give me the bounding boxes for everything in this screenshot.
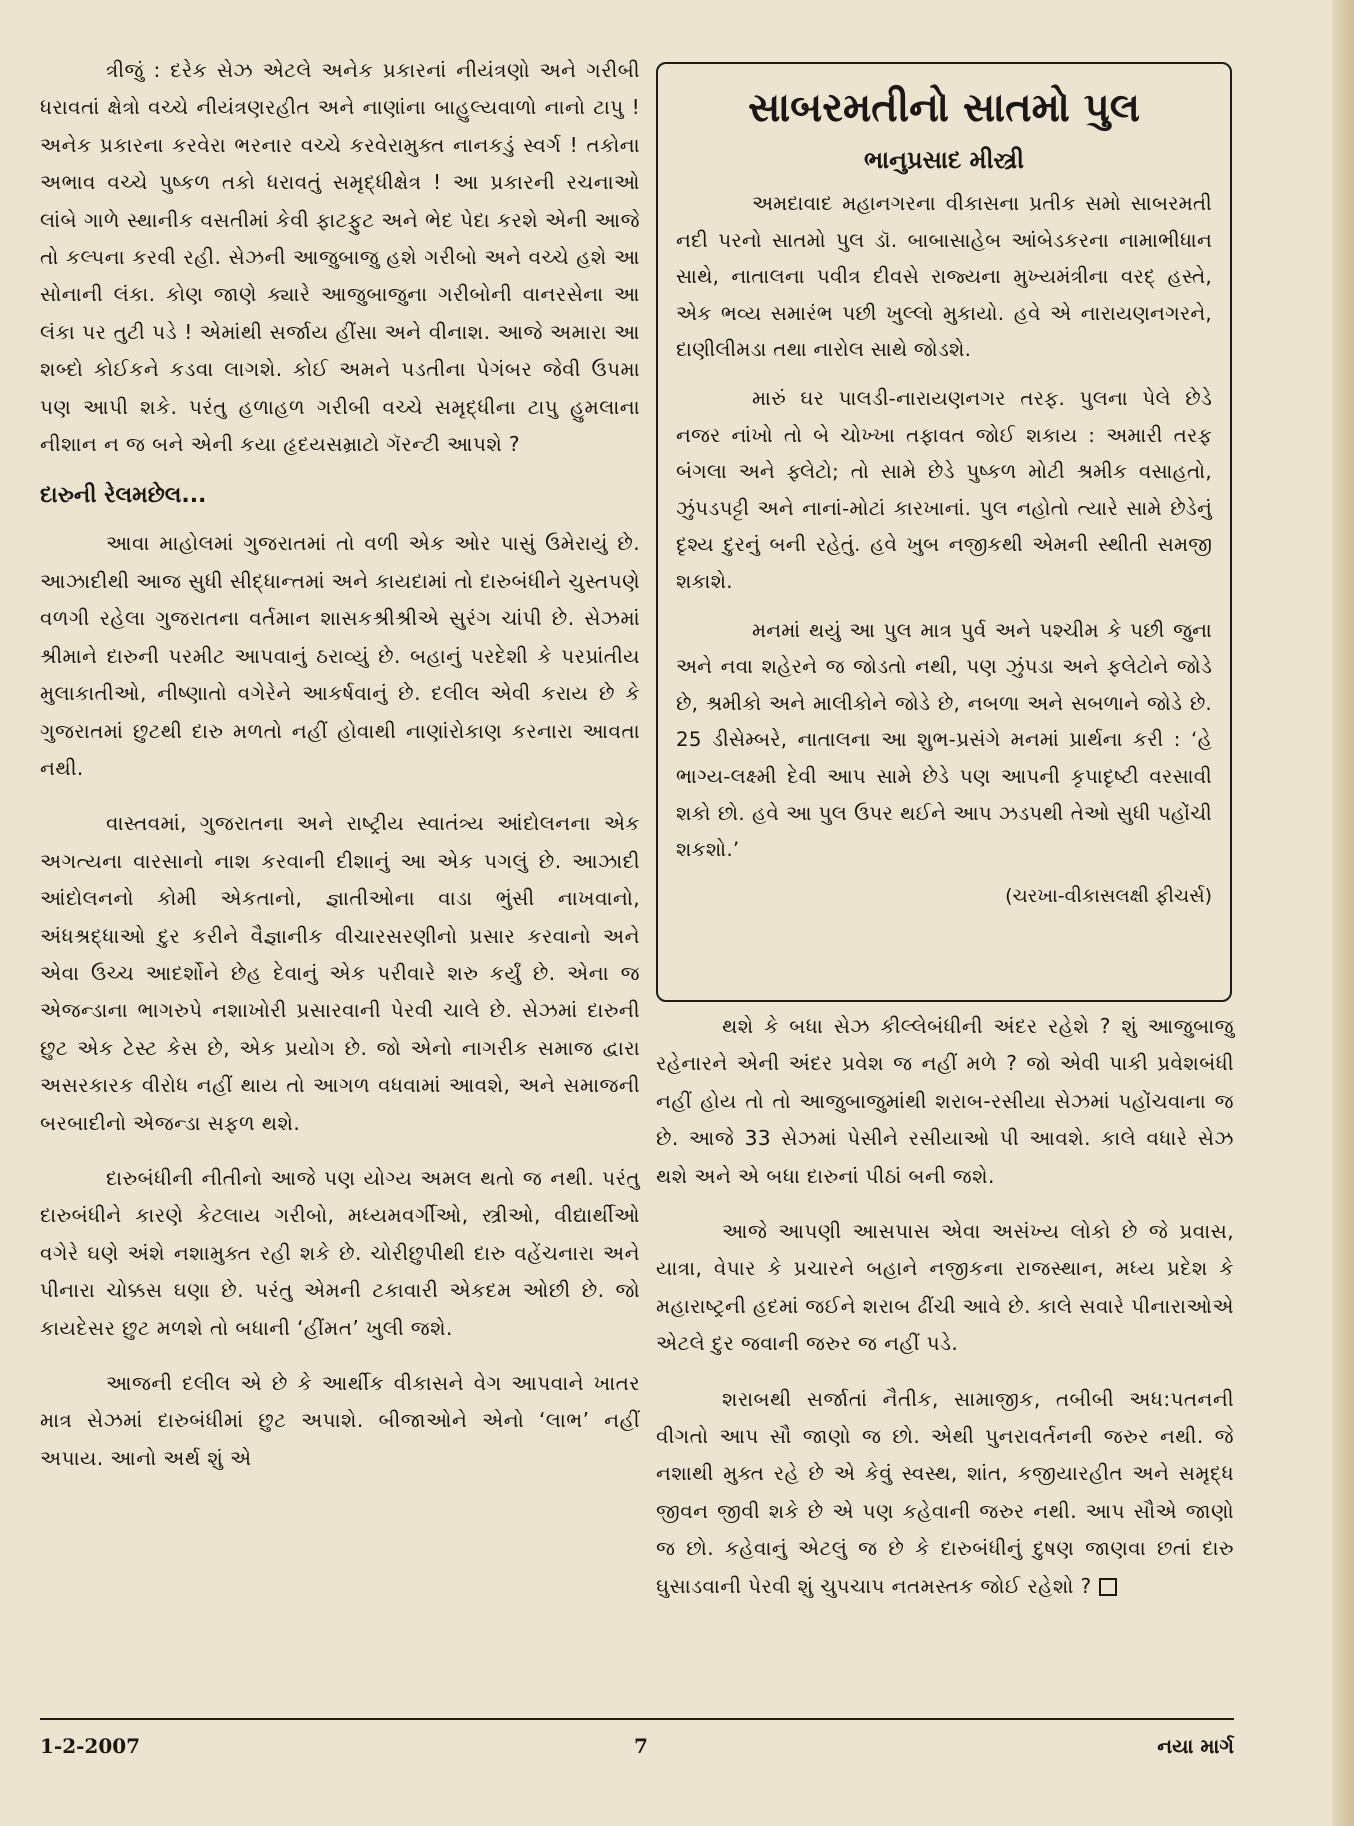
right-paragraph-3-text: શરાબથી સર્જાતાં નૈતીક, સામાજીક, તબીબી અધ:પતનની વીગતો આપ સૌ જાણો જ છો. એથી પુનરાવર્તનની જરુર નથી. જે નશાથી મુક્ત રહે છે એ કેવું સ્વસ્થ, શાંત, કજીયારહીત અને સમૃદ્ધ જીવન જીવી શકે છે એ પણ કહેવાની જરુર નથી. આપ સૌએ જાણો જ છો. કહેવાનું એટલું જ છે કે દારુબંધીનું દુષણ જાણવા છતાં દારુ ઘુસાડવાની પેરવી શું ચુપચાપ નતમસ્તક જોઈ રહેશો ?	[656, 1386, 1234, 1598]
box-paragraph-2: મારું ઘર પાલડી-નારાયણનગર તરફ. પુલના પેલે છેડે નજર નાંખો તો બે ચોખ્ખા તફાવત જોઈ શકાય : અમારી તરફ બંગલા અને ફ્લેટો; તો સામે છેડે પુષ્કળ મોટી શ્રમીક વસાહતો, ઝુંપડપટ્ટી અને નાનાં-મોટાં કારખાનાં. પુલ નહોતો ત્યારે સામે છેડેનું દૃશ્ય દુરનું બની રહેતું. હવે ખુબ નજીકથી એમની સ્થીતી સમજી શકાશે.	[676, 386, 1212, 593]
left-paragraph-2: આવા માહોલમાં ગુજરાતમાં તો વળી એક ઓર પાસું ઉમેરાયું છે. આઝાદીથી આજ સુધી સીદ્ધાન્તમાં અને કાયદામાં તો દારુબંધીને ચુસ્તપણે વળગી રહેલા ગુજરાતના વર્તમાન શાસકશ્રીશ્રીએ સુરંગ ચાંપી છે. સેઝમાં શ્રીમાને દારુની પરમીટ આપવાનું ઠરાવ્યું છે. બહાનું પરદેશી કે પરપ્રાંતીય મુલાકાતીઓ, નીષ્ણાતો વગેરેને આકર્ષવાનું છે. દલીલ એવી કરાય છે કે ગુજરાતમાં છુટથી દારુ મળતો નહીં હોવાથી નાણાંરોકાણ કરનારા આવતા નથી.	[40, 531, 640, 780]
section-heading-liquor: દારુની રેલમછેલ...	[40, 483, 207, 509]
right-column	[656, 1008, 1234, 1623]
left-column	[40, 52, 640, 1495]
issue-date: 1-2-2007	[40, 1734, 141, 1758]
left-paragraph-5: આજની દલીલ એ છે કે આર્થીક વીકાસને વેગ આપવાને ખાતર માત્ર સેઝમાં દારુબંધીમાં છુટ અપાશે. બીજાઓને એનો ‘લાભ’ નહીં અપાય. આનો અર્થ શું એ	[40, 1371, 640, 1470]
sidebar-article-title: સાબરમતીનો સાતમો પુલ	[747, 84, 1140, 131]
sidebar-article-author: ભાનુપ્રસાદ મીસ્ત્રી	[864, 146, 1024, 174]
article-end-mark	[1099, 1578, 1117, 1596]
page-edge	[1332, 0, 1354, 1826]
right-paragraph-3	[656, 1381, 1234, 1605]
left-paragraph-3: વાસ્તવમાં, ગુજરાતના અને રાષ્ટ્રીય સ્વાતંત્ર્ય આંદોલનના એક અગત્યના વારસાનો નાશ કરવાની દીશાનું આ એક પગલું છે. આઝાદી આંદોલનનો કોમી એકતાનો, જ્ઞાતીઓના વાડા ભુંસી નાખવાનો, અંધશ્રદ્ધાઓ દુર કરીને વૈજ્ઞાનીક વીચારસરણીનો પ્રસાર કરવાનો અને એવા ઉચ્ચ આદર્શોને છેહ દેવાનું એક પરીવારે શરુ કર્યું છે. એના જ એજન્ડાના ભાગરુપે નશાખોરી પ્રસારવાની પેરવી ચાલે છે. સેઝમાં દારુની છુટ એક ટેસ્ટ કેસ છે, એક પ્રયોગ છે. જો એનો નાગરીક સમાજ દ્વારા અસરકારક વીરોધ નહીં થાય તો આગળ વધવામાં આવશે, અને સમાજની બરબાદીનો એજન્ડા સફળ થશે.	[40, 811, 640, 1135]
footer-divider	[40, 1718, 1234, 1720]
right-paragraph-2: આજે આપણી આસપાસ એવા અસંખ્ય લોકો છે જે પ્રવાસ, યાત્રા, વેપાર કે પ્રચારને બહાને નજીકના રાજસ્થાન, મધ્ય પ્રદેશ કે મહારાષ્ટ્રની હદમાં જઈને શરાબ ઢીંચી આવે છે. કાલે સવારે પીનારાઓએ એટલે દુર જવાની જરુર જ નહીં પડે.	[656, 1219, 1234, 1356]
left-paragraph-4: દારુબંધીની નીતીનો આજે પણ યોગ્ય અમલ થતો જ નથી. પરંતુ દારુબંધીને કારણે કેટલાય ગરીબો, મધ્યમવર્ગીઓ, સ્ત્રીઓ, વીદ્યાર્થીઓ વગેરે ઘણે અંશે નશામુક્ત રહી શકે છે. ચોરીછુપીથી દારુ વહેંચનારા અને પીનારા ચોક્કસ ઘણા છે. પરંતુ એમની ટકાવારી એકદમ ઓછી છે. જો કાયદેસર છુટ મળશે તો બધાની ‘હીંમત’ ખુલી જશે.	[40, 1165, 640, 1340]
sidebar-article-credit: (ચરખા-વીકાસલક્ષી ફીચર્સ)	[1005, 884, 1212, 907]
page-number: 7	[634, 1734, 648, 1758]
magazine-name: નયા માર્ગ	[1157, 1734, 1234, 1758]
left-paragraph-1: ત્રીજું : દરેક સેઝ એટલે અનેક પ્રકારનાં નીયંત્રણો અને ગરીબી ધરાવતાં ક્ષેત્રો વચ્ચે નીયંત્રણરહીત અને નાણાંના બાહુલ્યવાળો નાનો ટાપુ ! અનેક પ્રકારના કરવેરા ભરનાર વચ્ચે કરવેરામુક્ત નાનકડું સ્વર્ગ ! તકોના અભાવ વચ્ચે પુષ્કળ તકો ધરાવતું સમૃદ્ધીક્ષેત્ર ! આ પ્રકારની રચનાઓ લાંબે ગાળે સ્થાનીક વસતીમાં કેવી ફાટફુટ અને ભેદ પેદા કરશે એની આજે તો કલ્પના કરવી રહી. સેઝની આજુબાજુ હશે ગરીબો અને વચ્ચે હશે આ સોનાની લંકા. કોણ જાણે ક્યારે આજુબાજુના ગરીબોની વાનરસેના આ લંકા પર તુટી પડે ! એમાંથી સર્જાય હીંસા અને વીનાશ. આજે અમારા આ શબ્દો કોઈકને કડવા લાગશે. કોઈ અમને પડતીના પેગંબર જેવી ઉપમા પણ આપી શકે. પરંતુ હળાહળ ગરીબી વચ્ચે સમૃદ્ધીના ટાપુ હુમલાના નીશાન ન જ બને એની કયા હૃદયસમ્રાટો ગૅરન્ટી આપશે ?	[40, 58, 640, 457]
right-paragraph-1: થશે કે બધા સેઝ કીલ્લેબંધીની અંદર રહેશે ? શું આજુબાજુ રહેનારને એની અંદર પ્રવેશ જ નહીં મળે ? જો એવી પાકી પ્રવેશબંધી નહીં હોય તો તો આજુબાજુમાંથી શરાબ-રસીયા સેઝમાં પહોંચવાના જ છે. આજે 33 સેઝમાં પેસીને રસીયાઓ પી આવશે. કાલે વધારે સેઝ થશે અને એ બધા દારુનાં પીઠાં બની જશે.	[656, 1014, 1234, 1188]
sidebar-article-box	[656, 62, 1232, 1002]
box-paragraph-1: અમદાવાદ મહાનગરના વીકાસના પ્રતીક સમો સાબરમતી નદી પરનો સાતમો પુલ ડૉ. બાબાસાહેબ આંબેડકરના નામાભીધાન સાથે, નાતાલના પવીત્ર દીવસે રાજ્યના મુખ્યમંત્રીના વરદ્ હસ્તે, એક ભવ્ય સમારંભ પછી ખુલ્લો મુકાયો. હવે એ નારાયણનગરને, દાણીલીમડા તથા નારોલ સાથે જોડશે.	[676, 192, 1212, 362]
box-paragraph-3: મનમાં થયું આ પુલ માત્ર પુર્વ અને પશ્ચીમ કે પછી જુના અને નવા શહેરને જ જોડતો નથી, પણ ઝુંપડા અને ફલેટોને જોડે છે, શ્રમીકો અને માલીકોને જોડે છે, નબળા અને સબળાને જોડે છે. 25 ડીસેમ્બરે, નાતાલના આ શુભ-પ્રસંગે મનમાં પ્રાર્થના કરી : ‘હે ભાગ્ય-લક્ષ્મી દેવી આપ સામે છેડે પણ આપની કૃપાદૃષ્ટી વરસાવી શકો છો. હવે આ પુલ ઉપર થઈને આપ ઝડપથી તેઓ સુધી પહોંચી શકશો.’	[676, 618, 1212, 862]
